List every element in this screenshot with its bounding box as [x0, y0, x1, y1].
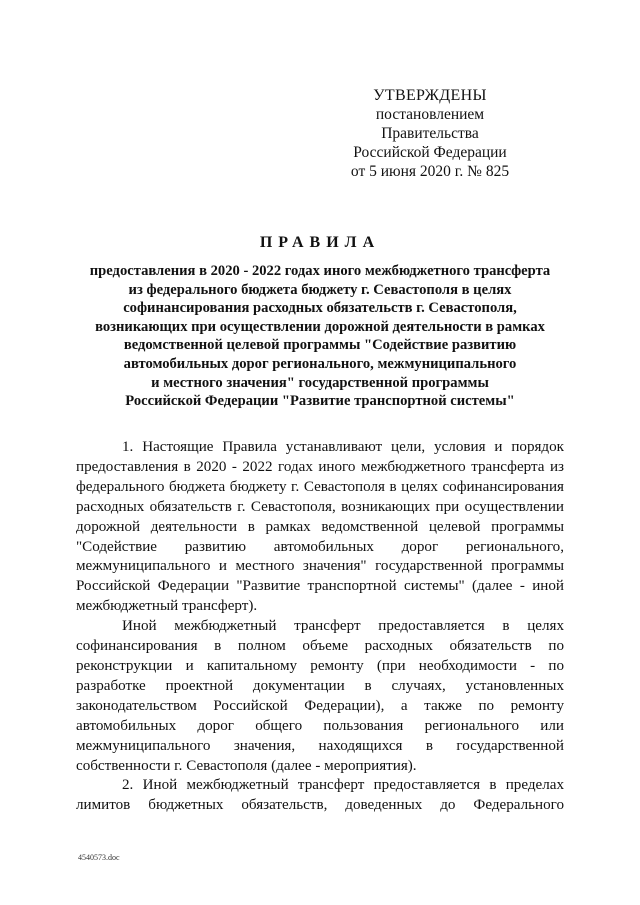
- approval-date-number-line: от 5 июня 2020 г. № 825: [350, 163, 510, 180]
- paragraph-3: 2. Иной межбюджетный трансферт предоставляется в пределах лимитов бюджетных обязательств, доведенных до Федерального: [76, 777, 564, 814]
- file-name-footer: 4540573.doc: [78, 853, 120, 862]
- subtitle-line: возникающих при осуществлении дорожной деятельности в рамках: [95, 318, 545, 335]
- subtitle-line: предоставления в 2020 - 2022 годах иного межбюджетного трансферта: [89, 263, 551, 279]
- document-title: ПРАВИЛА: [259, 234, 381, 251]
- document-subtitle: [60, 262, 580, 411]
- subtitle-line: софинансирования расходных обязательств г. Севастополя,: [123, 300, 517, 317]
- document-body: [76, 438, 564, 816]
- paragraph-1: 1. Настоящие Правила устанавливают цели, условия и порядок предоставления в 2020 - 2022 годах иного межбюджетного трансферта из федерального бюджета бюджету г. Севастополя в целях софинансирования расходных обязательств г. Севастополя, возникающих при осуществлении дорожной деятельности в рамках ведомственной целевой программы "Содействие развитию автомобильных дорог регионального, межмуниципального и местного значения" государственной программы Российской Федерации "Развитие транспортной системы" (далее - иной межбюджетный трансферт).: [76, 439, 564, 615]
- subtitle-line: Российской Федерации "Развитие транспортной системы": [125, 393, 515, 410]
- subtitle-line: из федерального бюджета бюджету г. Севастополя в целях: [128, 281, 512, 298]
- approval-decree-line: постановлением Правительства: [375, 106, 485, 142]
- approval-block: [330, 86, 530, 181]
- approval-authority-line: Российской Федерации: [353, 144, 507, 161]
- approval-heading: УТВЕРЖДЕНЫ: [373, 87, 487, 104]
- paragraph-2: Иной межбюджетный трансферт предоставляется в целях софинансирования в полном объеме расходных обязательств по реконструкции и капитальному ремонту (при необходимости - по разработке проектной документации в случаях, установленных законодательством Российской Федерации), а также по ремонту автомобильных дорог общего пользования регионального или межмуниципального значения, находящихся в государственной собственности г. Севастополя (далее - мероприятия).: [76, 618, 564, 774]
- subtitle-line: автомобильных дорог регионального, межмуниципального: [123, 355, 517, 372]
- subtitle-line: ведомственной целевой программы "Содействие развитию: [123, 337, 517, 354]
- subtitle-line: и местного значения" государственной программы: [151, 374, 489, 391]
